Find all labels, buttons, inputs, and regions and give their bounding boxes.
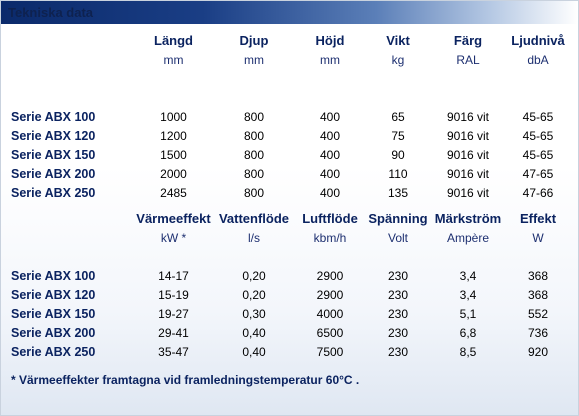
row-label: Serie ABX 200 — [11, 325, 96, 340]
table-cell: 75 — [391, 128, 405, 143]
table-cell: 3,4 — [459, 287, 477, 302]
table-cell: 90 — [391, 147, 405, 162]
table-cell: 400 — [319, 185, 341, 200]
page-title: Tekniska data — [8, 5, 94, 20]
table-cell: 230 — [387, 325, 409, 340]
table-row — [11, 145, 568, 164]
col-header: Effekt — [519, 211, 557, 226]
row-label: Serie ABX 250 — [11, 344, 96, 359]
col-header: Djup — [239, 33, 269, 48]
dimensions-table — [11, 31, 568, 202]
table-row — [11, 266, 568, 285]
table-cell: 400 — [319, 109, 341, 124]
row-label: Serie ABX 150 — [11, 147, 96, 162]
table-cell: 0,20 — [242, 287, 266, 302]
unit-cell: W — [532, 230, 544, 245]
table-cell: 35-47 — [158, 344, 189, 359]
table-cell: 230 — [387, 306, 409, 321]
table-cell: 230 — [387, 287, 409, 302]
table-cell: 9016 vit — [446, 185, 490, 200]
table-row — [11, 285, 568, 304]
table-cell: 9016 vit — [446, 128, 490, 143]
table-cell: 135 — [387, 185, 409, 200]
unit-cell: mm — [163, 52, 184, 67]
unit-cell: dbA — [527, 52, 549, 67]
col-header: Värmeeffekt — [136, 211, 211, 226]
col-header: Färg — [453, 33, 483, 48]
header-row — [11, 31, 568, 50]
table-cell: 400 — [319, 147, 341, 162]
unit-cell: Volt — [387, 230, 408, 245]
table-cell: 19-27 — [158, 306, 189, 321]
col-header: Längd — [154, 33, 193, 48]
unit-cell: mm — [320, 52, 340, 67]
table-cell: 9016 vit — [446, 109, 490, 124]
table-cell: 65 — [391, 109, 405, 124]
table-row — [11, 183, 568, 202]
row-label: Serie ABX 100 — [11, 268, 96, 283]
table-cell: 800 — [243, 128, 265, 143]
unit-cell: kW * — [160, 230, 187, 245]
table-cell: 110 — [388, 166, 408, 181]
table-cell: 4000 — [316, 306, 344, 321]
table-cell: 8,5 — [459, 344, 477, 359]
col-header: Spänning — [368, 211, 428, 226]
table-cell: 14-17 — [158, 268, 189, 283]
table-cell: 45-65 — [522, 128, 554, 143]
table-cell: 5,1 — [459, 306, 477, 321]
unit-cell: mm — [244, 52, 264, 67]
table-cell: 7500 — [316, 344, 344, 359]
col-header: Höjd — [315, 33, 345, 48]
unit-cell: kg — [391, 52, 405, 67]
table-cell: 2900 — [316, 268, 344, 283]
row-label: Serie ABX 150 — [11, 306, 96, 321]
table-cell: 1500 — [160, 147, 187, 162]
table-cell: 800 — [243, 166, 265, 181]
table-cell: 800 — [243, 147, 265, 162]
table-row — [11, 342, 568, 361]
table-cell: 0,30 — [242, 306, 266, 321]
col-header: Märkström — [434, 211, 502, 226]
table-cell: 0,20 — [242, 268, 266, 283]
dimensions-table-body — [11, 107, 568, 202]
table-cell: 9016 vit — [446, 147, 490, 162]
table-cell: 1000 — [160, 109, 187, 124]
row-label: Serie ABX 100 — [11, 109, 96, 124]
table-row — [11, 164, 568, 183]
performance-table-body — [11, 266, 568, 361]
table-cell: 2485 — [160, 185, 187, 200]
unit-cell: l/s — [248, 230, 260, 245]
unit-cell: RAL — [456, 52, 480, 67]
table-cell: 3,4 — [459, 268, 477, 283]
table-cell: 2000 — [160, 166, 187, 181]
table-cell: 552 — [527, 306, 549, 321]
table-cell: 400 — [319, 166, 341, 181]
col-header: Ljudnivå — [511, 33, 565, 48]
header-row — [11, 209, 568, 228]
table-cell: 230 — [387, 268, 409, 283]
table-cell: 47-66 — [522, 185, 554, 200]
table-cell: 920 — [527, 344, 549, 359]
table-cell: 0,40 — [242, 325, 266, 340]
table-cell: 2900 — [316, 287, 344, 302]
table-cell: 1200 — [160, 128, 187, 143]
table-cell: 29-41 — [158, 325, 189, 340]
row-label: Serie ABX 120 — [11, 128, 96, 143]
unit-cell: Ampère — [446, 230, 490, 245]
table-row — [11, 304, 568, 323]
col-header: Vikt — [386, 33, 410, 48]
unit-row — [11, 50, 568, 69]
table-cell: 6,8 — [459, 325, 477, 340]
table-cell: 800 — [243, 185, 265, 200]
table-row — [11, 323, 568, 342]
row-label: Serie ABX 250 — [11, 185, 96, 200]
table-row — [11, 126, 568, 145]
table-cell: 45-65 — [522, 147, 554, 162]
table-cell: 368 — [527, 287, 549, 302]
table-cell: 15-19 — [158, 287, 189, 302]
unit-row — [11, 228, 568, 247]
table-cell: 230 — [387, 344, 409, 359]
performance-table — [11, 209, 568, 361]
row-label: Serie ABX 120 — [11, 287, 96, 302]
footnote: * Värmeeffekter framtagna vid framledningstemperatur 60°C . — [11, 373, 360, 387]
header-bar — [1, 1, 578, 24]
table-cell: 800 — [243, 109, 265, 124]
row-label: Serie ABX 200 — [11, 166, 96, 181]
table-cell: 9016 vit — [446, 166, 490, 181]
table-cell: 6500 — [316, 325, 344, 340]
table-cell: 45-65 — [522, 109, 554, 124]
unit-cell: kbm/h — [313, 230, 347, 245]
col-header: Vattenflöde — [218, 211, 290, 226]
table-cell: 400 — [319, 128, 341, 143]
table-cell: 0,40 — [242, 344, 266, 359]
table-row — [11, 107, 568, 126]
table-cell: 736 — [527, 325, 549, 340]
col-header: Luftflöde — [302, 211, 358, 226]
table-cell: 47-65 — [522, 166, 554, 181]
table-cell: 368 — [527, 268, 549, 283]
